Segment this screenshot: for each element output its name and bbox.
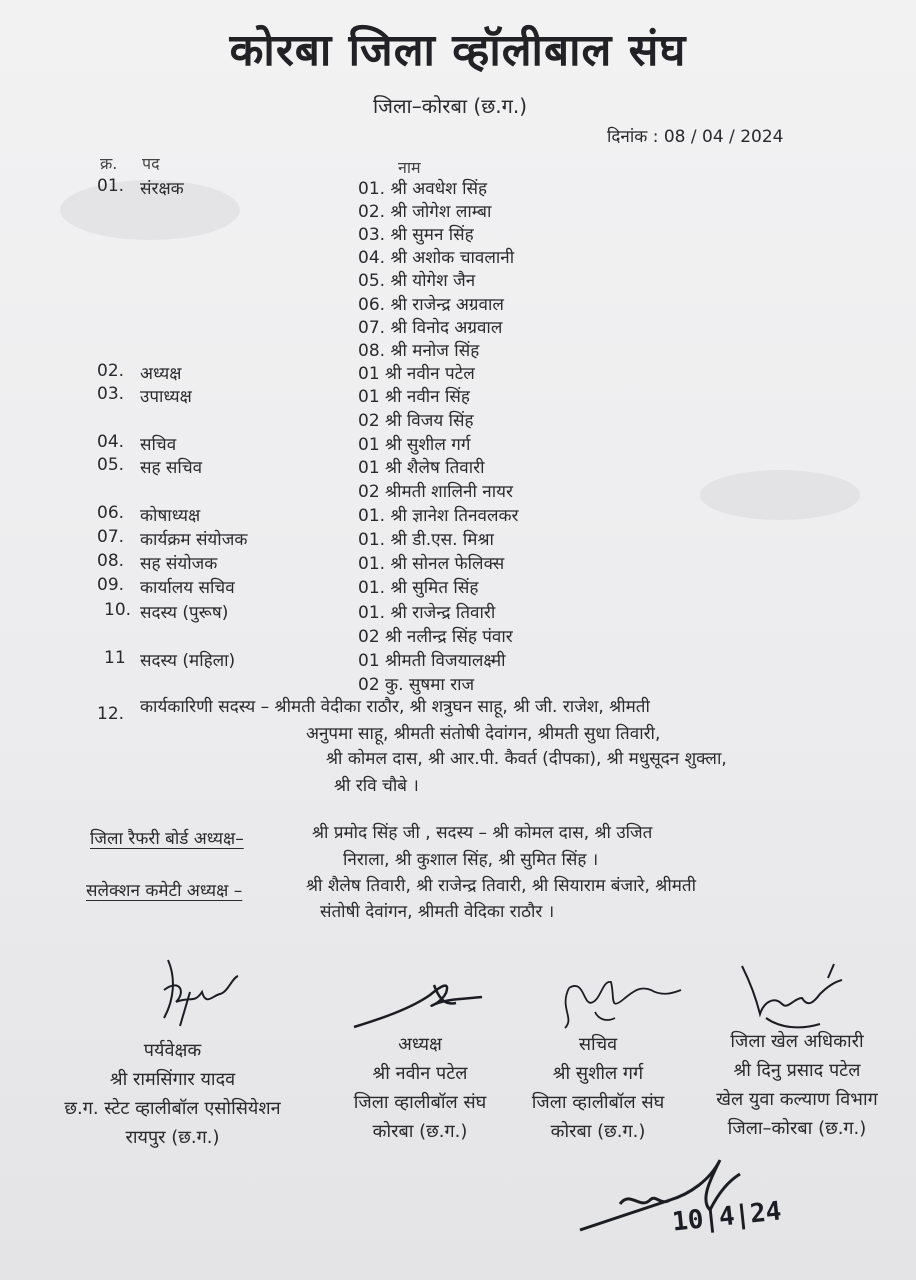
signatory-name: श्री रामसिंगार यादव: [109, 1069, 236, 1090]
row-member-name: 02. श्री जोगेश लाम्बा: [358, 202, 492, 222]
referee-line: श्री प्रमोद सिंह जी , सदस्य – श्री कोमल दास, श्री उजित: [312, 823, 653, 843]
row-member-name: 01 श्रीमती विजयालक्ष्मी: [358, 651, 506, 671]
office-bearer-row: [0, 600, 900, 624]
row-member-name: 02 श्रीमती शालिनी नायर: [358, 482, 513, 502]
signatory-observer: [20, 1036, 325, 1152]
row-number: 01.: [97, 176, 125, 196]
signatory-title: अध्यक्ष: [398, 1034, 442, 1055]
office-bearer-row: [0, 292, 900, 316]
signatory-place: जिला–कोरबा (छ.ग.): [727, 1118, 867, 1139]
row-post: सचिव: [140, 435, 177, 455]
signatory-title: जिला खेल अधिकारी: [730, 1031, 864, 1052]
row-post: संरक्षक: [140, 179, 184, 199]
office-bearer-row: [0, 199, 900, 223]
office-bearer-row: [0, 338, 900, 362]
row-member-name: 01. श्री अवधेश सिंह: [358, 179, 488, 199]
row-number: 11: [104, 648, 126, 668]
signatory-sports-officer: [690, 1027, 904, 1143]
signatory-org: जिला व्हालीबॉल संघ: [531, 1092, 665, 1113]
row-member-name: 04. श्री अशोक चावलानी: [358, 248, 515, 268]
document-date: दिनांक : 08 / 04 / 2024: [607, 127, 784, 147]
column-header-post: पद: [142, 154, 160, 173]
office-bearer-row: [0, 455, 900, 479]
row-member-name: 01. श्री सुमित सिंह: [358, 578, 479, 598]
executive-line: श्री कोमल दास, श्री आर.पी. कैवर्त (दीपका), श्री मधुसूदन शुक्ला,: [326, 749, 727, 769]
row-post: उपाध्यक्ष: [140, 387, 192, 407]
office-bearer-row: [0, 503, 900, 527]
selection-label: सलेक्शन कमेटी अध्यक्ष –: [86, 881, 243, 901]
office-bearer-row: [0, 268, 900, 292]
office-bearer-row: [0, 527, 900, 551]
signatory-name: श्री नवीन पटेल: [372, 1063, 468, 1084]
row-post: अध्यक्ष: [140, 364, 182, 384]
selection-line: श्री शैलेष तिवारी, श्री राजेन्द्र तिवारी, श्री सियाराम बंजारे, श्रीमती: [306, 876, 696, 896]
column-header-name: नाम: [398, 158, 421, 177]
column-header-serial: क्र.: [100, 154, 118, 173]
secretary-signature: [555, 968, 695, 1038]
row-member-name: 01. श्री राजेन्द्र तिवारी: [358, 603, 496, 623]
executive-number: 12.: [97, 704, 125, 724]
signatory-org: जिला व्हालीबॉल संघ: [353, 1092, 487, 1113]
sports-officer-signature: [730, 958, 870, 1038]
selection-line: संतोषी देवांगन, श्रीमती वेदिका राठौर ।: [320, 902, 555, 922]
observer-signature: [150, 948, 270, 1038]
row-member-name: 01. श्री ज्ञानेश तिनवलकर: [358, 506, 519, 526]
row-member-name: 02 श्री नलीन्द्र सिंह पंवार: [358, 627, 513, 647]
row-post: सह संयोजक: [140, 554, 218, 574]
row-post: सदस्य (महिला): [140, 651, 236, 671]
signatory-title: सचिव: [578, 1034, 618, 1055]
signatory-title: पर्यवेक्षक: [143, 1040, 202, 1061]
referee-label: जिला रैफरी बोर्ड अध्यक्ष–: [90, 829, 244, 849]
row-number: 05.: [97, 455, 125, 475]
row-member-name: 02 श्री विजय सिंह: [358, 411, 474, 431]
office-bearer-row: [0, 575, 900, 599]
signatory-place: कोरबा (छ.ग.): [550, 1121, 646, 1142]
office-bearer-row: [0, 648, 900, 672]
signatory-place: रायपुर (छ.ग.): [125, 1127, 220, 1148]
office-bearer-row: [0, 361, 900, 385]
office-bearer-row: [0, 432, 900, 456]
row-member-name: 03. श्री सुमन सिंह: [358, 225, 474, 245]
document-subtitle: जिला–कोरबा (छ.ग.): [372, 94, 528, 118]
office-bearer-row: [0, 176, 900, 200]
executive-line: श्री रवि चौबे ।: [334, 776, 419, 796]
row-member-name: 01. श्री सोनल फेलिक्स: [358, 554, 505, 574]
signatory-org: छ.ग. स्टेट व्हालीबॉल एसोसियेशन: [64, 1098, 281, 1119]
office-bearer-row: [0, 384, 900, 408]
office-bearer-row: [0, 315, 900, 339]
row-number: 03.: [97, 384, 125, 404]
row-member-name: 01. श्री डी.एस. मिश्रा: [358, 530, 494, 550]
handwritten-date: 10|4|24: [670, 1196, 783, 1238]
row-number: 08.: [97, 551, 125, 571]
row-number: 09.: [97, 575, 125, 595]
row-number: 06.: [97, 503, 125, 523]
document-title: कोरबा जिला व्हॉलीबाल संघ: [229, 25, 687, 76]
office-bearer-row: [0, 479, 900, 503]
row-number: 04.: [97, 432, 125, 452]
signatory-org: खेल युवा कल्याण विभाग: [716, 1089, 878, 1110]
executive-line: कार्यकारिणी सदस्य – श्रीमती वेदीका राठौर, श्री शत्रुघन साहू, श्री जी. राजेश, श्रीमती: [140, 697, 650, 717]
row-member-name: 01 श्री शैलेष तिवारी: [358, 458, 485, 478]
row-member-name: 01 श्री नवीन पटेल: [358, 364, 475, 384]
office-bearer-row: [0, 624, 900, 648]
row-post: कार्यक्रम संयोजक: [140, 530, 248, 550]
signatory-name: श्री सुशील गर्ग: [552, 1063, 644, 1084]
executive-line: अनुपमा साहू, श्रीमती संतोषी देवांगन, श्रीमती सुधा तिवारी,: [306, 724, 661, 744]
row-member-name: 07. श्री विनोद अग्रवाल: [358, 318, 503, 338]
row-member-name: 08. श्री मनोज सिंह: [358, 341, 480, 361]
row-post: सह सचिव: [140, 458, 203, 478]
signatory-place: कोरबा (छ.ग.): [372, 1121, 468, 1142]
office-bearer-row: [0, 408, 900, 432]
office-bearer-row: [0, 222, 900, 246]
row-post: कोषाध्यक्ष: [140, 506, 201, 526]
signatory-president: [330, 1030, 510, 1146]
row-post: सदस्य (पुरूष): [140, 603, 229, 623]
office-bearer-row: [0, 245, 900, 269]
row-post: कार्यालय सचिव: [140, 578, 235, 598]
row-number: 07.: [97, 527, 125, 547]
row-number: 02.: [97, 361, 125, 381]
row-member-name: 06. श्री राजेन्द्र अग्रवाल: [358, 295, 504, 315]
row-member-name: 01 श्री नवीन सिंह: [358, 387, 470, 407]
referee-line: निराला, श्री कुशाल सिंह, श्री सुमित सिंह ।: [343, 850, 599, 870]
row-member-name: 02 कु. सुषमा राज: [358, 675, 475, 695]
office-bearer-row: [0, 672, 900, 696]
office-bearer-row: [0, 551, 900, 575]
signatory-name: श्री दिनु प्रसाद पटेल: [733, 1060, 861, 1081]
row-member-name: 05. श्री योगेश जैन: [358, 271, 476, 291]
row-member-name: 01 श्री सुशील गर्ग: [358, 435, 471, 455]
president-signature: [350, 975, 490, 1035]
row-number: 10.: [104, 600, 132, 620]
signatory-secretary: [508, 1030, 688, 1146]
